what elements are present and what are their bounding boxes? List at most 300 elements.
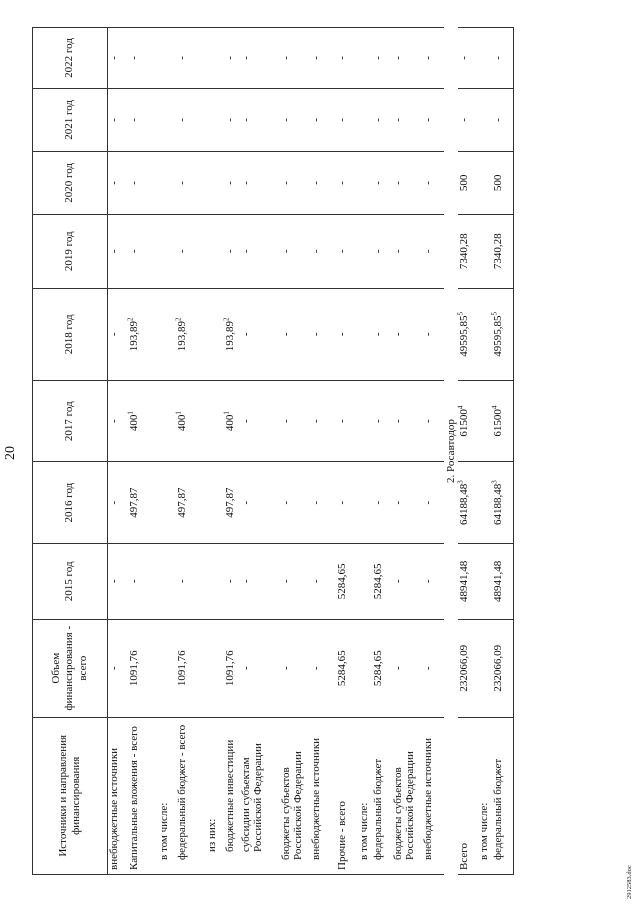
table-cell <box>372 88 392 151</box>
row-label: из них: <box>206 717 224 874</box>
column-header: Объем финансирования - всего <box>33 619 108 717</box>
row-label: бюджеты субъектов Российской Федерации <box>280 717 310 874</box>
table-cell <box>492 151 514 214</box>
cell-value: - <box>127 118 140 122</box>
footnote-marker: 3 <box>489 480 498 484</box>
cell-value: - <box>335 118 348 122</box>
cell-value: - <box>421 500 434 505</box>
column-header: 2016 год <box>33 462 108 543</box>
table-cell <box>128 462 158 543</box>
cell-value: - <box>421 666 434 671</box>
cell-value: - <box>279 666 292 671</box>
table-cell <box>478 214 492 288</box>
table-cell <box>240 380 280 461</box>
cell-value: - <box>421 56 434 60</box>
table-cell <box>128 543 158 619</box>
table-cell <box>224 543 240 619</box>
section-row <box>444 28 458 875</box>
table-row <box>310 28 336 875</box>
cell-value: - <box>239 56 252 60</box>
table-cell <box>206 380 224 461</box>
document-filename: 2912583.doc <box>626 865 633 899</box>
table-cell <box>108 214 128 288</box>
cell-value: - <box>175 249 188 254</box>
table-cell <box>478 288 492 380</box>
table-cell <box>458 28 478 89</box>
cell-value: 48941,48 <box>491 560 504 602</box>
table-row <box>458 28 478 875</box>
table-cell <box>458 151 478 214</box>
row-label: внебюджетные источники <box>108 717 128 874</box>
row-label: субсидии субъектам Российской Федерации <box>240 717 280 874</box>
table-cell <box>173 380 206 461</box>
table-cell <box>372 288 392 380</box>
table-cell <box>336 543 358 619</box>
table-cell <box>492 28 514 89</box>
cell-value: 61500 <box>457 409 470 437</box>
table-row <box>280 28 310 875</box>
cell-value: - <box>279 579 292 584</box>
table-cell <box>240 28 280 89</box>
cell-value: - <box>175 579 188 584</box>
cell-value: - <box>239 118 252 122</box>
cell-value: - <box>335 332 348 337</box>
table-cell <box>392 214 422 288</box>
cell-value: - <box>108 249 120 254</box>
cell-value: 497,87 <box>223 487 236 518</box>
cell-value: 1091,76 <box>127 650 140 687</box>
cell-value: - <box>335 249 348 254</box>
row-label: Капитальные вложения - всего <box>128 717 158 874</box>
table-cell <box>310 462 336 543</box>
table-cell <box>206 88 224 151</box>
table-cell <box>458 214 478 288</box>
table-cell <box>280 214 310 288</box>
table-cell <box>128 151 158 214</box>
cell-value: 193,89 <box>127 320 140 352</box>
cell-value: - <box>491 118 504 122</box>
table-cell <box>422 88 444 151</box>
cell-value: - <box>421 419 434 424</box>
table-cell <box>422 288 444 380</box>
cell-value: 500 <box>457 174 470 192</box>
table-cell <box>280 462 310 543</box>
table-cell <box>176 151 206 214</box>
column-header: Источники и направления финансирования <box>33 717 108 874</box>
table-cell <box>176 28 206 89</box>
table-cell <box>176 214 206 288</box>
cell-value: - <box>108 419 120 424</box>
footnote-marker: 1 <box>173 411 182 415</box>
column-header: 2018 год <box>33 288 108 380</box>
row-label: внебюджетные источники <box>310 717 336 874</box>
row-label: бюджетные инвестиции <box>224 717 240 874</box>
cell-value: - <box>223 579 236 584</box>
table-cell <box>392 380 422 461</box>
cell-value: - <box>309 181 322 185</box>
table-cell <box>158 543 176 619</box>
cell-value: - <box>391 419 404 424</box>
cell-value: - <box>239 181 252 185</box>
cell-value: 64188,48 <box>491 483 504 525</box>
cell-value: - <box>239 500 252 505</box>
cell-value: - <box>175 118 188 122</box>
table-cell <box>358 380 372 461</box>
table-cell <box>108 88 128 151</box>
table-cell <box>372 619 392 717</box>
table-cell <box>128 619 158 717</box>
table-cell <box>358 543 372 619</box>
cell-value: - <box>421 181 434 185</box>
table-cell <box>240 619 280 717</box>
table-cell <box>492 214 514 288</box>
table-cell <box>392 462 422 543</box>
cell-value: 5284,65 <box>335 650 348 687</box>
table-cell <box>310 288 336 380</box>
cell-value: - <box>391 56 404 60</box>
row-label: в том числе: <box>478 717 492 874</box>
table-cell <box>176 543 206 619</box>
table-cell <box>128 88 158 151</box>
cell-value: - <box>239 579 252 584</box>
table-cell <box>478 88 492 151</box>
cell-value: 232066,09 <box>491 644 504 692</box>
table-cell <box>206 543 224 619</box>
cell-value: 1091,76 <box>223 650 236 687</box>
column-header: 2017 год <box>33 380 108 461</box>
cell-value: - <box>309 500 322 505</box>
cell-value: - <box>223 249 236 254</box>
cell-value: - <box>279 249 292 254</box>
cell-value: - <box>175 181 188 185</box>
table-cell <box>358 151 372 214</box>
table-cell <box>280 28 310 89</box>
table-cell <box>310 28 336 89</box>
cell-value: 193,89 <box>223 320 236 352</box>
table-cell <box>478 462 492 543</box>
table-cell <box>206 288 224 380</box>
table-cell <box>358 462 372 543</box>
table-cell <box>310 619 336 717</box>
cell-value: 497,87 <box>175 487 188 518</box>
table-cell <box>455 288 478 380</box>
table-cell <box>158 151 176 214</box>
table-cell <box>358 619 372 717</box>
footnote-marker: 4 <box>455 405 464 410</box>
table-row <box>478 28 492 875</box>
table-cell <box>206 151 224 214</box>
table-cell <box>478 28 492 89</box>
table-cell <box>458 88 478 151</box>
cell-value: 500 <box>491 174 504 192</box>
cell-value: - <box>127 56 140 60</box>
table-row <box>128 28 158 875</box>
table-cell <box>206 619 224 717</box>
cell-value: - <box>421 332 434 337</box>
cell-value: - <box>371 332 384 337</box>
cell-value: - <box>457 118 470 122</box>
table-cell <box>224 28 240 89</box>
table-cell <box>422 151 444 214</box>
table-cell <box>422 462 444 543</box>
table-cell <box>108 288 128 380</box>
table-cell <box>478 543 492 619</box>
cell-value: - <box>239 419 252 424</box>
cell-value: 49595,85 <box>457 315 470 357</box>
cell-value: 400 <box>127 414 140 432</box>
table-cell <box>224 88 240 151</box>
table-row <box>224 28 240 875</box>
footnote-marker: 3 <box>455 480 464 484</box>
footnote-marker: 5 <box>489 311 498 316</box>
footnote-marker: 1 <box>221 411 230 415</box>
cell-value: - <box>223 181 236 185</box>
table-cell <box>458 619 478 717</box>
cell-value: - <box>127 249 140 254</box>
cell-value: - <box>108 666 120 671</box>
row-label: Прочие - всего <box>336 717 358 874</box>
cell-value: - <box>371 56 384 60</box>
cell-value: - <box>309 419 322 424</box>
footnote-marker: 2 <box>125 317 134 321</box>
table-cell <box>240 543 280 619</box>
table-cell <box>224 462 240 543</box>
table-row <box>392 28 422 875</box>
row-label: федеральный бюджет - всего <box>176 717 206 874</box>
table-cell <box>489 462 514 543</box>
column-header: 2019 год <box>33 214 108 288</box>
cell-value: - <box>371 500 384 505</box>
table-cell <box>392 288 422 380</box>
cell-value: - <box>391 181 404 185</box>
table-cell <box>280 380 310 461</box>
cell-value: - <box>279 56 292 60</box>
cell-value: 497,87 <box>127 487 140 518</box>
cell-value: - <box>309 56 322 60</box>
cell-value: - <box>309 249 322 254</box>
cell-value: - <box>391 118 404 122</box>
cell-value: - <box>279 332 292 337</box>
table-cell <box>336 28 358 89</box>
cell-value: - <box>457 56 470 60</box>
table-cell <box>280 619 310 717</box>
table-cell <box>158 380 176 461</box>
cell-value: - <box>279 500 292 505</box>
column-header: 2021 год <box>33 88 108 151</box>
table-row <box>176 28 206 875</box>
table-cell <box>224 214 240 288</box>
table-cell <box>128 214 158 288</box>
table-cell <box>478 151 492 214</box>
table-row <box>372 28 392 875</box>
table-cell <box>336 88 358 151</box>
table-cell <box>224 619 240 717</box>
cell-value: - <box>371 419 384 424</box>
table-cell <box>240 288 280 380</box>
column-header: 2020 год <box>33 151 108 214</box>
cell-value: - <box>108 332 120 337</box>
table-cell <box>310 543 336 619</box>
cell-value: 232066,09 <box>457 644 470 692</box>
table-cell <box>176 462 206 543</box>
cell-value: - <box>309 666 322 671</box>
cell-value: 5284,65 <box>335 563 348 600</box>
table-cell <box>176 619 206 717</box>
table-cell <box>206 214 224 288</box>
table-cell <box>125 288 158 380</box>
cell-value: - <box>421 118 434 122</box>
cell-value: - <box>391 666 404 671</box>
table-cell <box>422 214 444 288</box>
cell-value: - <box>491 56 504 60</box>
table-cell <box>372 380 392 461</box>
table-cell <box>158 214 176 288</box>
cell-value: 400 <box>175 414 188 432</box>
table-cell <box>455 380 478 461</box>
table-cell <box>108 619 128 717</box>
cell-value: - <box>335 500 348 505</box>
cell-value: - <box>391 579 404 584</box>
cell-value: 7340,28 <box>491 233 504 270</box>
cell-value: - <box>371 249 384 254</box>
cell-value: - <box>371 181 384 185</box>
table-cell <box>392 543 422 619</box>
table-cell <box>336 151 358 214</box>
table-cell <box>392 151 422 214</box>
cell-value: - <box>223 56 236 60</box>
cell-value: - <box>335 181 348 185</box>
table-cell <box>240 214 280 288</box>
cell-value: 400 <box>223 414 236 432</box>
table-cell <box>280 151 310 214</box>
table-cell <box>492 543 514 619</box>
table-cell <box>455 462 478 543</box>
table-cell <box>372 543 392 619</box>
cell-value: - <box>309 332 322 337</box>
section-title: 2. Росавтодор <box>444 419 457 483</box>
table-cell <box>221 288 240 380</box>
cell-value: - <box>108 579 120 584</box>
cell-value: - <box>391 332 404 337</box>
table-cell <box>108 543 128 619</box>
table-cell <box>206 462 224 543</box>
table-cell <box>158 288 176 380</box>
cell-value: 49595,85 <box>491 315 504 357</box>
footnote-marker: 5 <box>455 311 464 316</box>
table-cell <box>336 462 358 543</box>
table-cell <box>392 88 422 151</box>
table-row <box>422 28 444 875</box>
table-cell <box>372 462 392 543</box>
table-cell <box>358 88 372 151</box>
table-row <box>206 28 224 875</box>
cell-value: - <box>175 56 188 60</box>
table-cell <box>108 151 128 214</box>
table-cell <box>422 543 444 619</box>
table-row <box>336 28 358 875</box>
row-label: федеральный бюджет <box>372 717 392 874</box>
financing-table <box>32 27 514 875</box>
table-cell <box>280 288 310 380</box>
table-cell <box>310 88 336 151</box>
table-row <box>240 28 280 875</box>
cell-value: - <box>108 56 120 60</box>
cell-value: - <box>223 118 236 122</box>
table-cell <box>358 214 372 288</box>
table-cell <box>458 543 478 619</box>
footnote-marker: 1 <box>125 411 134 415</box>
table-cell <box>336 380 358 461</box>
cell-value: - <box>279 181 292 185</box>
row-label: в том числе: <box>358 717 372 874</box>
table-cell <box>310 214 336 288</box>
table-cell <box>336 619 358 717</box>
cell-value: 7340,28 <box>457 233 470 270</box>
cell-value: - <box>127 181 140 185</box>
cell-value: - <box>279 419 292 424</box>
cell-value: - <box>239 666 252 671</box>
table-cell <box>372 151 392 214</box>
table-cell <box>489 288 514 380</box>
row-label: в том числе: <box>158 717 176 874</box>
cell-value: - <box>335 56 348 60</box>
table-cell <box>125 380 158 461</box>
cell-value: 64188,48 <box>457 483 470 525</box>
footnote-marker: 2 <box>221 317 230 321</box>
cell-value: - <box>335 419 348 424</box>
cell-value: - <box>391 249 404 254</box>
row-label: Всего <box>458 717 478 874</box>
cell-value: - <box>309 118 322 122</box>
table-cell <box>108 28 128 89</box>
cell-value: 193,89 <box>175 320 188 352</box>
table-cell <box>489 380 514 461</box>
row-label: внебюджетные источники <box>422 717 444 874</box>
table-cell <box>422 380 444 461</box>
cell-value: - <box>239 332 252 337</box>
table-header-row <box>33 28 108 875</box>
table-cell <box>224 151 240 214</box>
cell-value: 48941,48 <box>457 560 470 602</box>
table-cell <box>492 88 514 151</box>
cell-value: - <box>371 118 384 122</box>
column-header: 2022 год <box>33 28 108 89</box>
table-cell <box>422 28 444 89</box>
table-cell <box>492 619 514 717</box>
footnote-marker: 4 <box>489 405 498 410</box>
table-cell <box>221 380 240 461</box>
table-cell <box>478 619 492 717</box>
cell-value: - <box>108 118 120 122</box>
row-label: бюджеты субъектов Российской Федерации <box>392 717 422 874</box>
table-cell <box>108 380 128 461</box>
column-header: 2015 год <box>33 543 108 619</box>
cell-value: 5284,65 <box>371 563 384 600</box>
table-cell <box>358 28 372 89</box>
table-row <box>492 28 514 875</box>
table-cell <box>392 619 422 717</box>
table-row <box>358 28 372 875</box>
table-cell <box>206 28 224 89</box>
table-cell <box>240 462 280 543</box>
table-row <box>158 28 176 875</box>
table-cell <box>176 88 206 151</box>
table-cell <box>336 214 358 288</box>
table-cell <box>336 288 358 380</box>
table-cell <box>478 380 492 461</box>
table-cell <box>158 619 176 717</box>
table-cell <box>158 28 176 89</box>
